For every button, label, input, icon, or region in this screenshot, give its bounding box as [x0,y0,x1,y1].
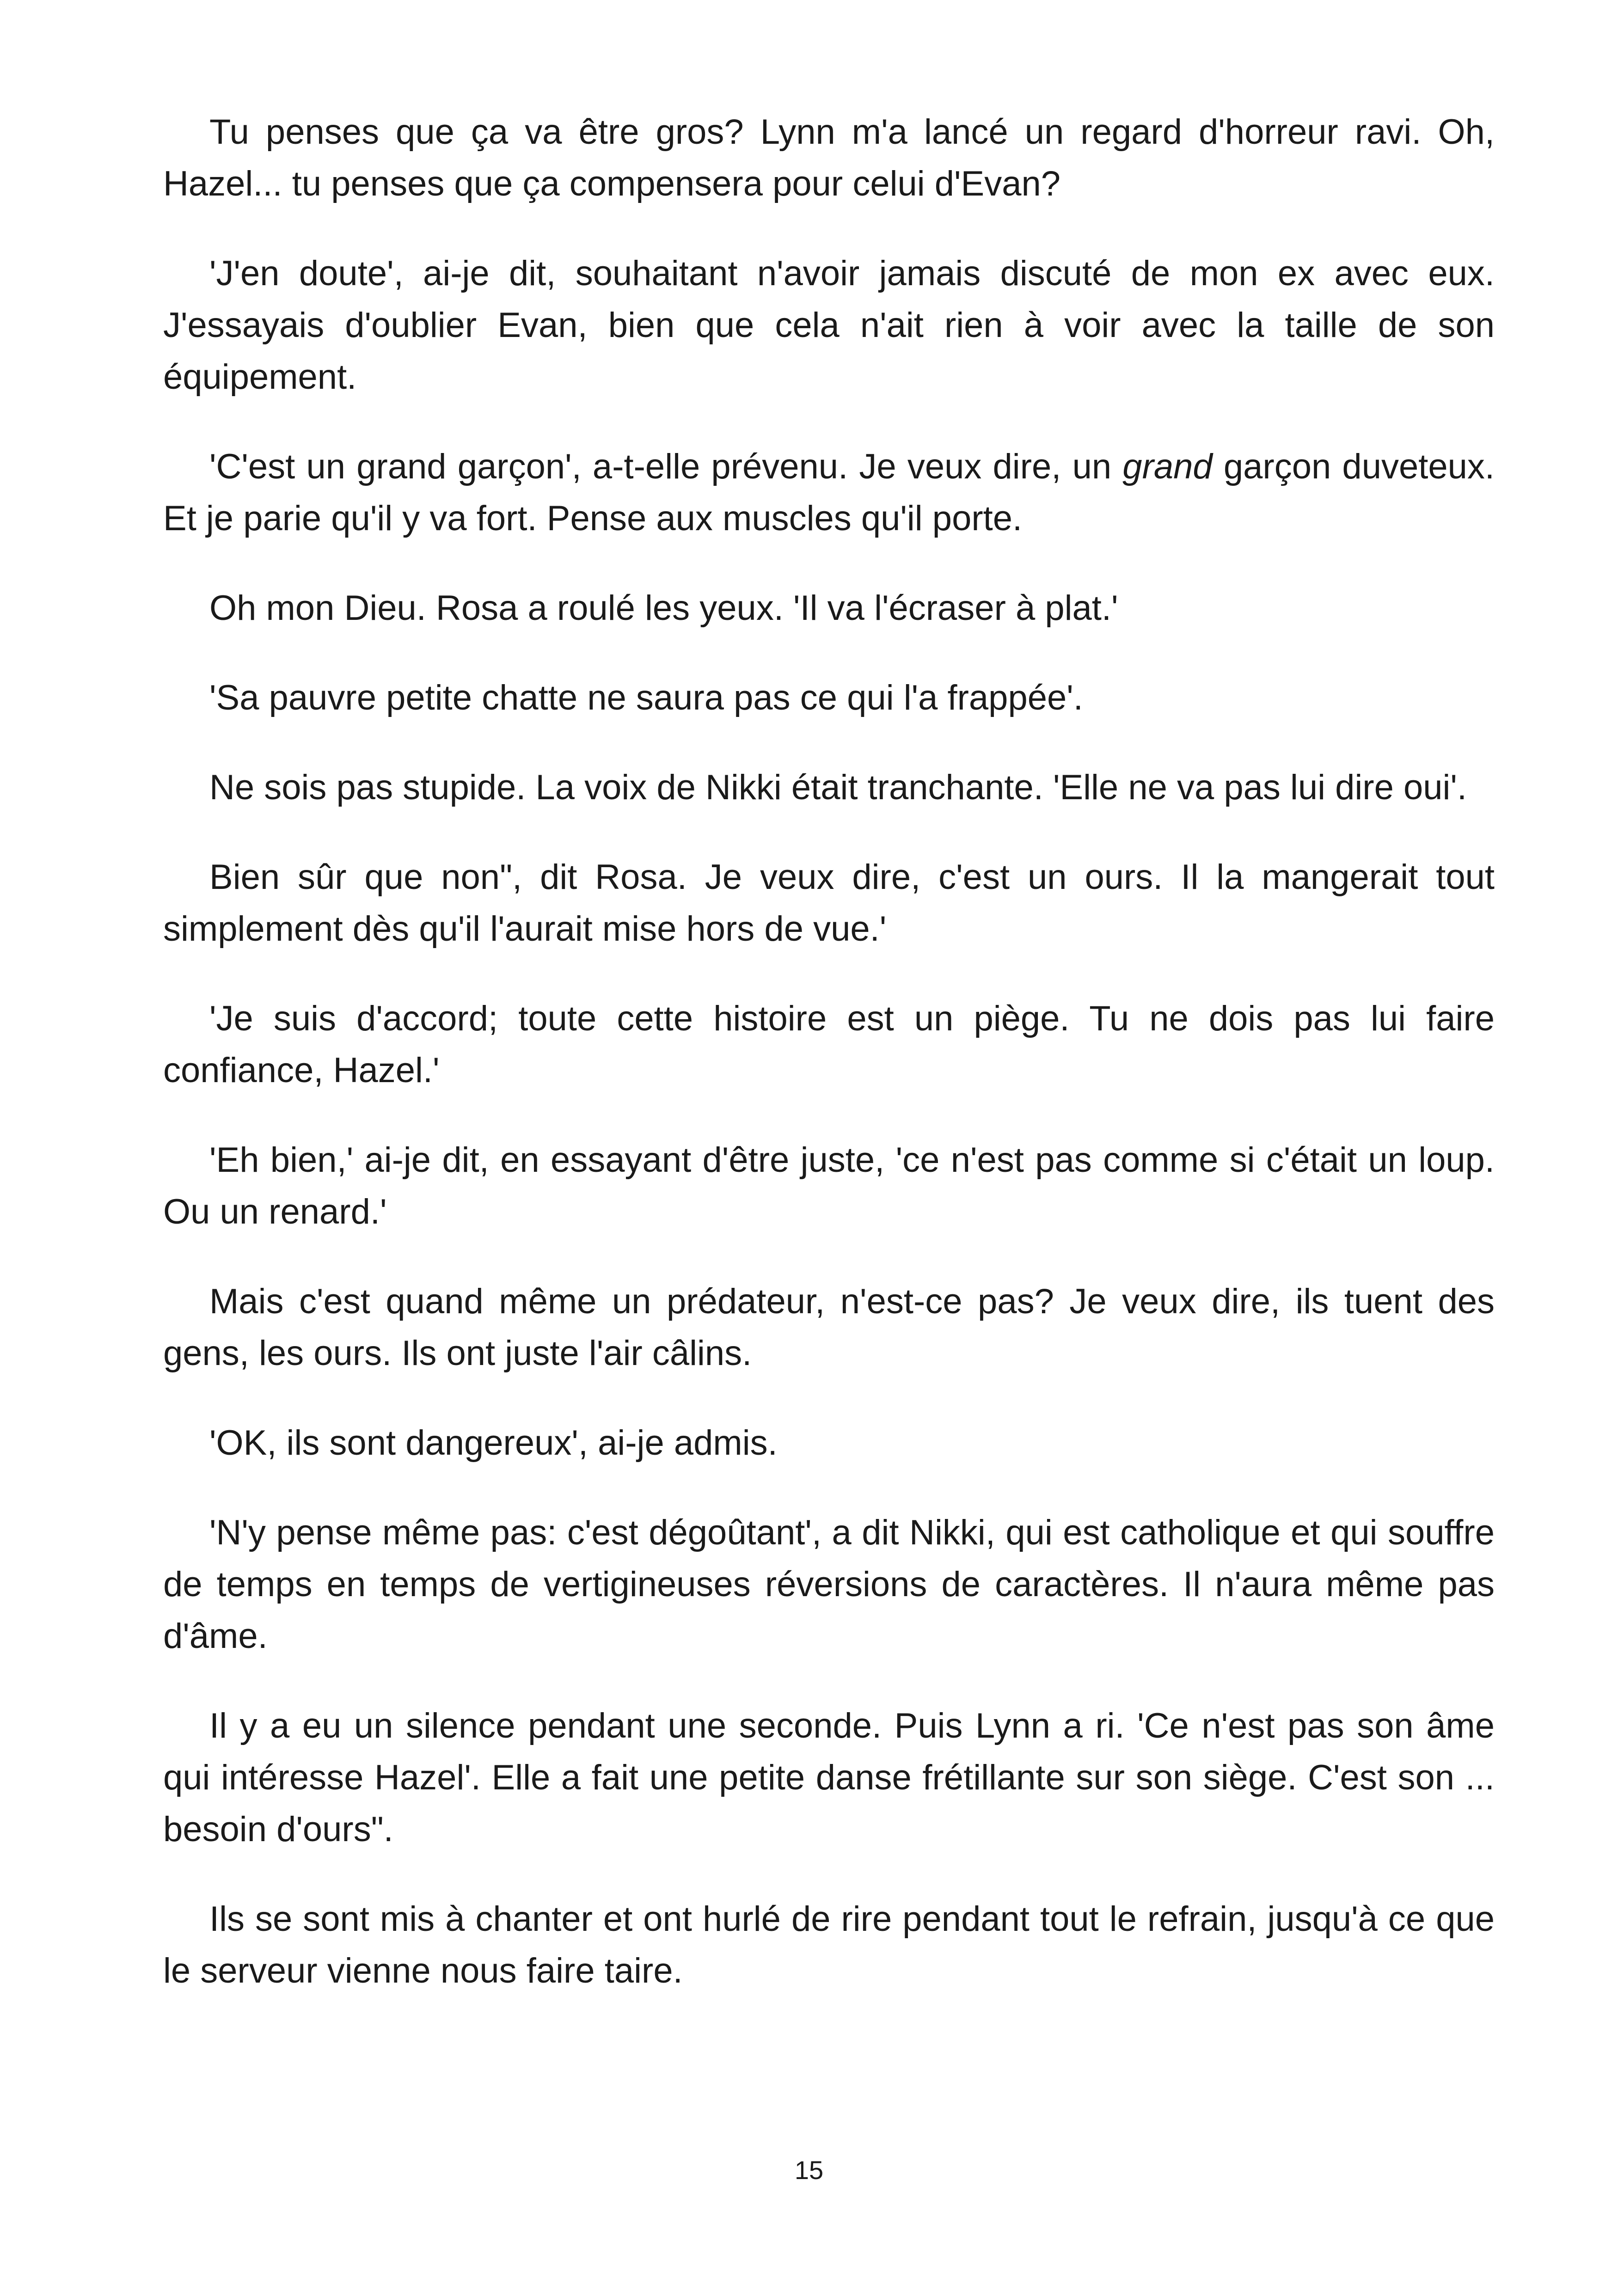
paragraph-5: 'Sa pauvre petite chatte ne saura pas ce qui l'a frappée'. [209,678,1083,717]
paragraph-4: Oh mon Dieu. Rosa a roulé les yeux. 'Il va l'écraser à plat.' [209,588,1118,628]
paragraph-3-after: garçon duveteux. Et je parie qu'il y va fort. Pense aux muscles qu'il porte. [163,447,1495,538]
paragraph-9: 'Eh bien,' ai-je dit, en essayant d'être juste, 'ce n'est pas comme si c'était un loup. Ou un renard.' [163,1140,1495,1231]
paragraph-6: Ne sois pas stupide. La voix de Nikki était tranchante. 'Elle ne va pas lui dire oui'. [209,768,1467,807]
paragraph-13: Il y a eu un silence pendant une seconde. Puis Lynn a ri. 'Ce n'est pas son âme qui intéresse Hazel'. Elle a fait une petite danse frétillante sur son siège. C'est son ... besoin d'ours". [163,1706,1495,1849]
page-number: 15 [794,2155,824,2185]
paragraph-10: Mais c'est quand même un prédateur, n'est-ce pas? Je veux dire, ils tuent des gens, les ours. Ils ont juste l'air câlins. [163,1282,1495,1373]
paragraph-2: 'J'en doute', ai-je dit, souhaitant n'avoir jamais discuté de mon ex avec eux. J'essayais d'oublier Evan, bien que cela n'ait rien à voir avec la taille de son équipement. [163,254,1495,397]
paragraph-12: 'N'y pense même pas: c'est dégoûtant', a dit Nikki, qui est catholique et qui souffre de temps en temps de vertigineuses réversions de caractères. Il n'aura même pas d'âme. [163,1513,1495,1656]
paragraph-3-emphasis: grand [1122,447,1213,486]
paragraph-3-before: 'C'est un grand garçon', a-t-elle prévenu. Je veux dire, un [209,447,1123,486]
paragraph-7: Bien sûr que non", dit Rosa. Je veux dire, c'est un ours. Il la mangerait tout simplement dès qu'il l'aurait mise hors de vue.' [163,857,1495,949]
paragraph-11: 'OK, ils sont dangereux', ai-je admis. [209,1423,778,1463]
document-page [163,106,1495,2035]
paragraph-14: Ils se sont mis à chanter et ont hurlé de rire pendant tout le refrain, jusqu'à ce que le serveur vienne nous faire taire. [163,1899,1495,1990]
paragraph-1: Tu penses que ça va être gros? Lynn m'a lancé un regard d'horreur ravi. Oh, Hazel... tu penses que ça compensera pour celui d'Evan? [163,112,1495,203]
paragraph-8: 'Je suis d'accord; toute cette histoire est un piège. Tu ne dois pas lui faire confiance, Hazel.' [163,999,1495,1090]
paragraph-3 [163,441,1495,545]
